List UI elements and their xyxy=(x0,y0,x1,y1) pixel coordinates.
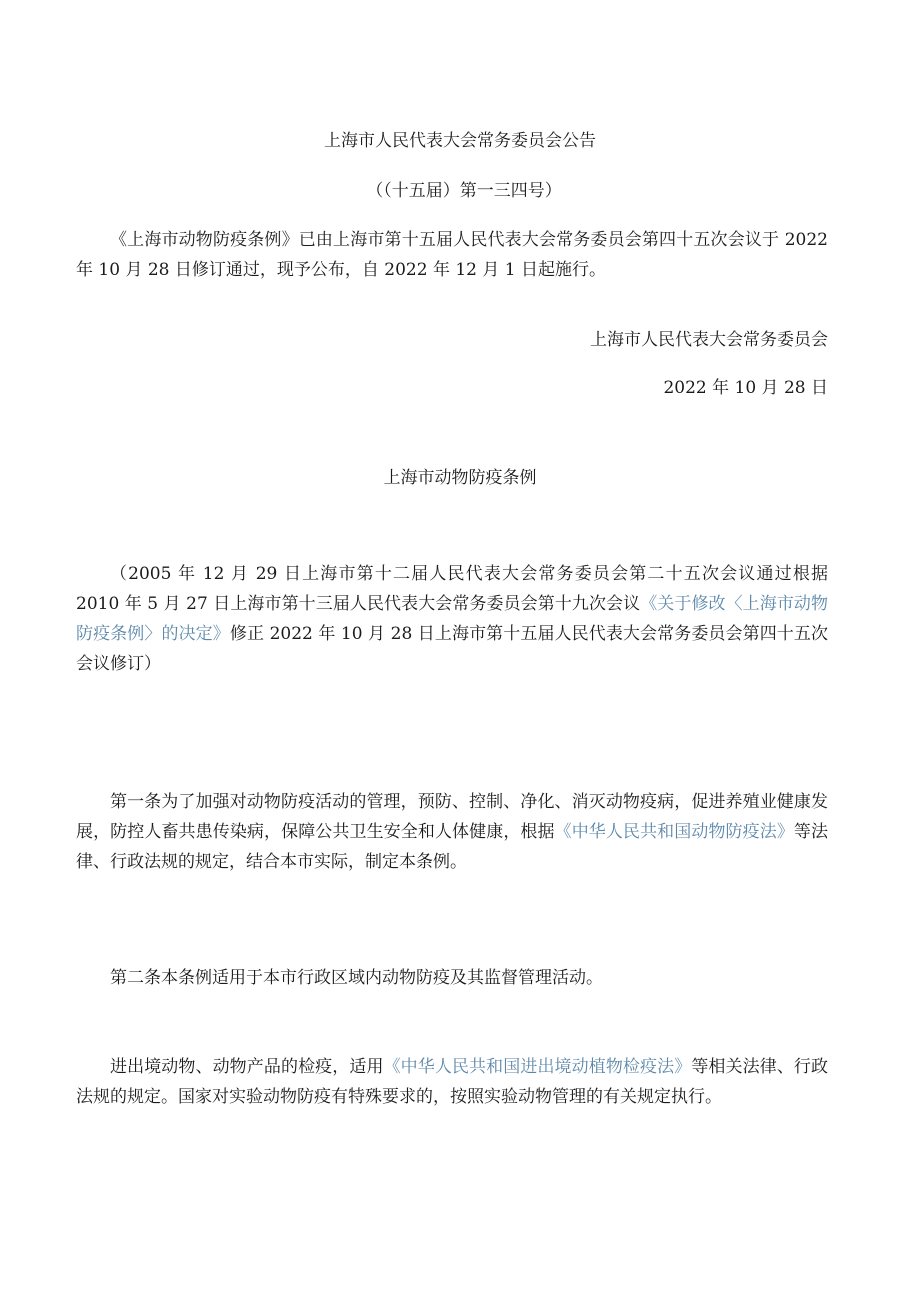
announcement-body: 《上海市动物防疫条例》已由上海市第十五届人民代表大会常务委员会第四十五次会议于 2022 年 10 月 28 日修订通过，现予公布，自 2022 年 12 月 1 日起施行。 xyxy=(76,230,828,280)
entry-exit-quarantine-law-link[interactable]: 《中华人民共和国进出境动植物检疫法》 xyxy=(383,1057,692,1077)
article-1-text-2: 等法律、行政法规的规定，结合本市实际，制定本条例。 xyxy=(76,822,829,872)
article-2-paragraph-2 xyxy=(76,1052,828,1112)
article-1-text-1: 第一条为了加强对动物防疫活动的管理，预防、控制、净化、消灭动物疫病，促进养殖业健康发展，防控人畜共患传染病，保障公共卫生安全和人体健康，根据 xyxy=(76,792,828,842)
article-2-text-1: 进出境动物、动物产品的检疫，适用 xyxy=(110,1057,384,1077)
amendment-decision-link[interactable]: 《关于修改〈上海市动物防疫条例〉的决定》 xyxy=(76,594,828,644)
animal-epidemic-law-link[interactable]: 《中华人民共和国动物防疫法》 xyxy=(554,822,794,842)
article-1 xyxy=(76,787,828,877)
article-2-text-2: 等相关法律、行政法规的规定。国家对实验动物防疫有特殊要求的，按照实验动物管理的有关规定执行。 xyxy=(76,1057,829,1107)
regulation-history xyxy=(76,559,828,679)
history-text-2: 修正 2022 年 10 月 28 日上海市第十五届人民代表大会常务委员会第四十五次会议修订） xyxy=(76,624,829,674)
regulation-title: 上海市动物防疫条例 xyxy=(383,468,537,488)
announcement-number: （（十五届）第一三四号） xyxy=(366,181,562,201)
article-2: 第二条本条例适用于本市行政区域内动物防疫及其监督管理活动。 xyxy=(110,968,603,988)
announcement-signer: 上海市人民代表大会常务委员会 xyxy=(590,330,828,350)
history-text-1: （2005 年 12 月 29 日上海市第十二届人民代表大会常务委员会第二十五次会议通过根据 2010 年 5 月 27 日上海市第十三届人民代表大会常务委员会第十九次会议 xyxy=(76,564,828,614)
announcement-date: 2022 年 10 月 28 日 xyxy=(663,378,828,398)
announcement-title: 上海市人民代表大会常务委员会公告 xyxy=(324,131,596,151)
